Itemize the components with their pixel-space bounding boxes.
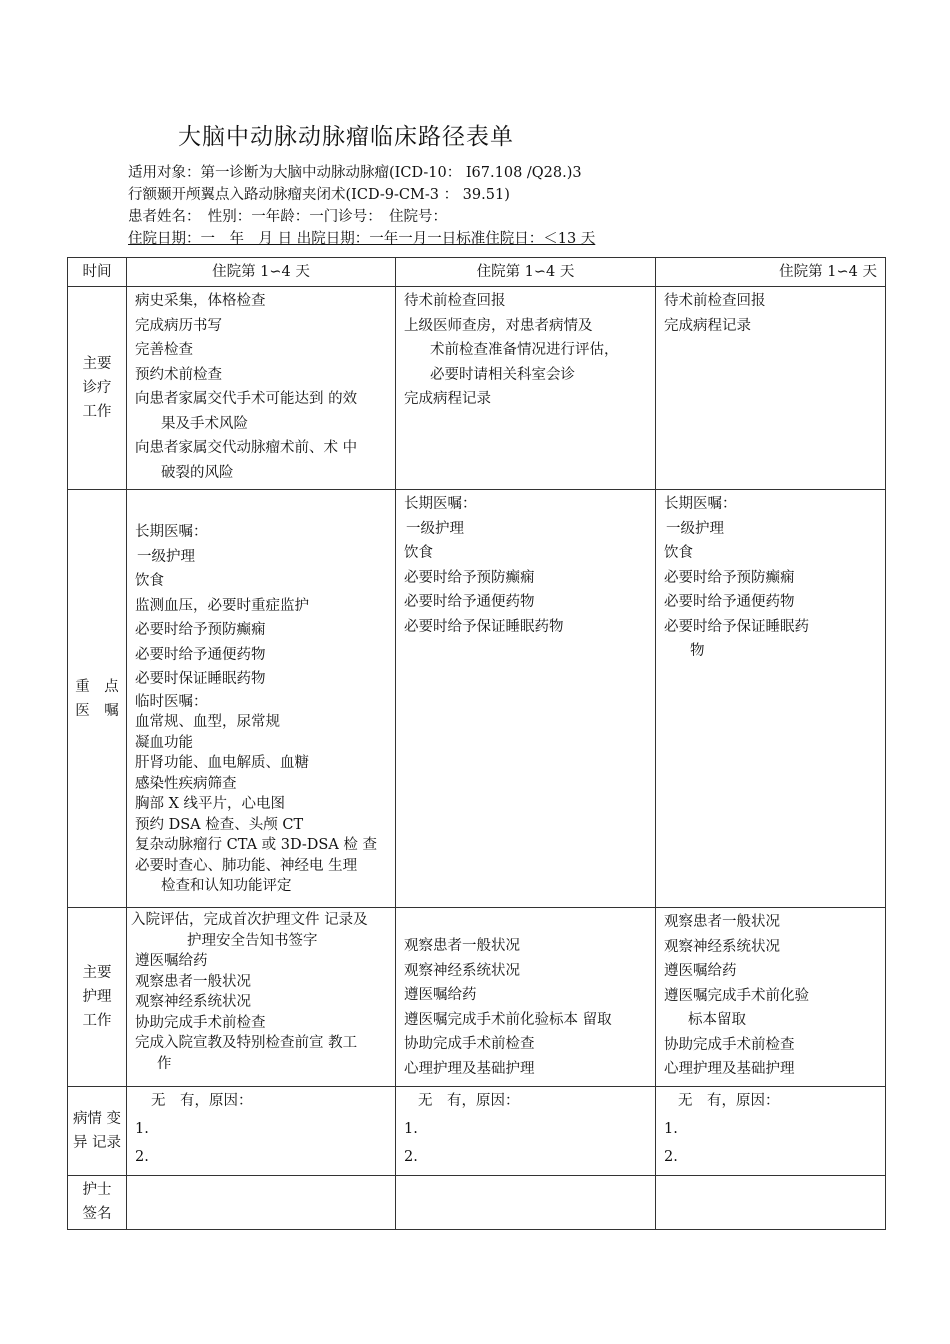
variance-col2: 无 有，原因： 1. 2. (396, 1086, 656, 1175)
header-day-col1: 住院第 1∽4 天 (127, 258, 396, 287)
row-label-diagnosis: 主要 诊疗 工作 (68, 287, 127, 490)
variance-col3: 无 有，原因： 1. 2. (656, 1086, 886, 1175)
page-title: 大脑中动脉动脉瘤临床路径表单 (178, 124, 514, 150)
meta-scope: 适用对象：第一诊断为大脑中动脉动脉瘤(ICD-10： I67.108 /Q28.)3 (128, 165, 582, 181)
orders-col1: 长期医嘱： 一级护理 饮食 监测血压，必要时重症监护 必要时给予预防癫痫 必要时给予通便药物 必要时保证睡眠药物 临时医嘱： 血常规、血型，尿常规 凝血功能 肝肾功能、血电解质、血糖 感染性疾病筛查 胸部 X 线平片，心电图 预约 DSA 检查、头颅 CT 复杂动脉瘤行 CTA 或 3D-DSA 检 查 必要时查心、肺功能、神经电 生理 检查和认知功能评定 (127, 490, 396, 908)
header-day-col2: 住院第 1∽4 天 (396, 258, 656, 287)
diagnosis-col2: 待术前检查回报 上级医师查房，对患者病情及 术前检查准备情况进行评估， 必要时请相关科室会诊 完成病程记录 (396, 287, 656, 490)
row-variance (68, 1086, 886, 1175)
row-label-orders: 重 点 医 嘱 (68, 490, 127, 908)
signature-col2[interactable] (396, 1175, 656, 1229)
diagnosis-col1: 病史采集，体格检查 完成病历书写 完善检查 预约术前检查 向患者家属交代手术可能达到 的效 果及手术风险 向患者家属交代动脉瘤术前、术 中 破裂的风险 (127, 287, 396, 490)
meta-procedure: 行额颞开颅翼点入路动脉瘤夹闭术(ICD-9-CM-3 ： 39.51) (128, 187, 510, 203)
row-nursing (68, 908, 886, 1087)
nursing-col1: 入院评估，完成首次护理文件 记录及 护理安全告知书签字 遵医嘱给药 观察患者一般状况 观察神经系统状况 协助完成手术前检查 完成入院宣教及特别检查前宣 教工 作 (127, 908, 396, 1087)
header-row (68, 258, 886, 287)
orders-col2: 长期医嘱： 一级护理 饮食 必要时给予预防癫痫 必要时给予通便药物 必要时给予保证睡眠药物 (396, 490, 656, 908)
clinical-pathway-table (67, 257, 886, 1230)
orders-col3: 长期医嘱： 一级护理 饮食 必要时给予预防癫痫 必要时给予通便药物 必要时给予保证睡眠药 物 (656, 490, 886, 908)
variance-col1: 无 有，原因： 1. 2. (127, 1086, 396, 1175)
row-label-signature: 护士 签名 (68, 1175, 127, 1229)
row-signature (68, 1175, 886, 1229)
header-time: 时间 (68, 258, 127, 287)
signature-col1[interactable] (127, 1175, 396, 1229)
signature-col3[interactable] (656, 1175, 886, 1229)
diagnosis-col3: 待术前检查回报 完成病程记录 (656, 287, 886, 490)
header-day-col3: 住院第 1∽4 天 (656, 258, 886, 287)
row-orders (68, 490, 886, 908)
row-label-nursing: 主要 护理 工作 (68, 908, 127, 1087)
row-diagnosis (68, 287, 886, 490)
form-meta (128, 162, 595, 250)
nursing-col3: 观察患者一般状况 观察神经系统状况 遵医嘱给药 遵医嘱完成手术前化验 标本留取 协助完成手术前检查 心理护理及基础护理 (656, 908, 886, 1087)
meta-dates: 住院日期：一 年 月 日 出院日期：一年一月一日标准住院日：＜13 天 (128, 231, 596, 247)
nursing-col2: 观察患者一般状况 观察神经系统状况 遵医嘱给药 遵医嘱完成手术前化验标本 留取 协助完成手术前检查 心理护理及基础护理 (396, 908, 656, 1087)
meta-patient-info: 患者姓名： 性别：一年龄：一门诊号： 住院号： (128, 209, 447, 225)
row-label-variance: 病情 变 异 记录 (68, 1086, 127, 1175)
